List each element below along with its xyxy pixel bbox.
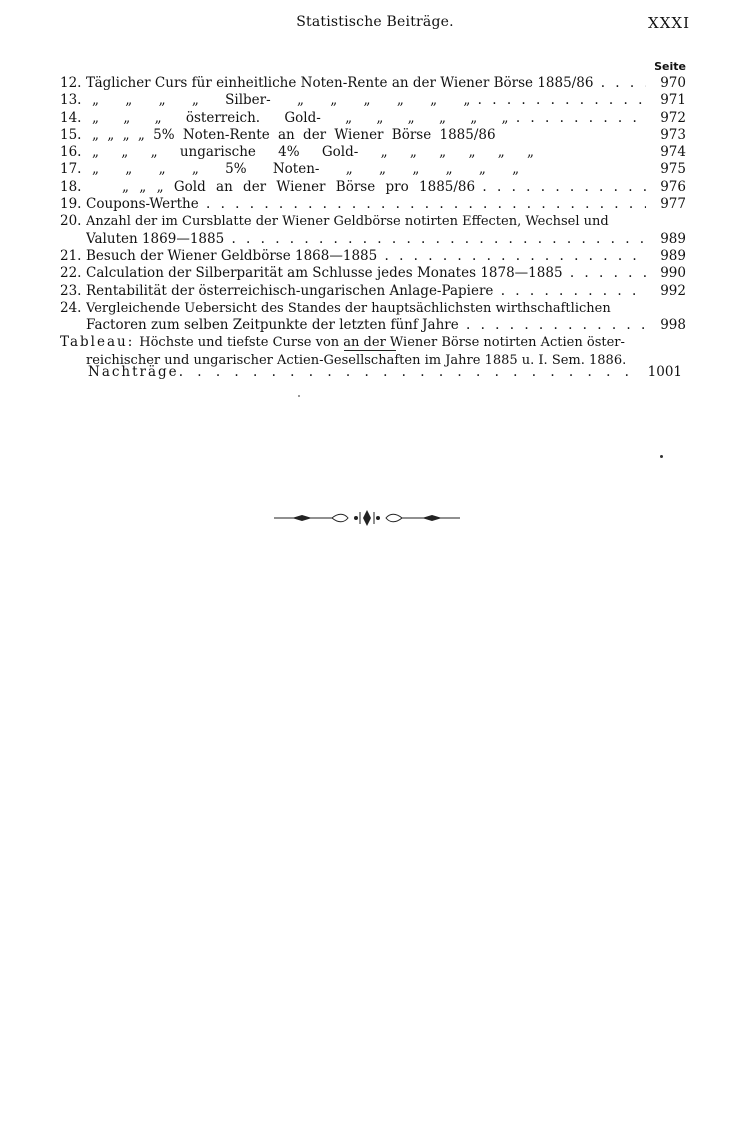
entry-title: „ „ „ „ 5% Noten-Rente an der Wiener Börse 1885/86 [92,126,496,143]
page-column-label: Seite [654,60,686,73]
entry-title: Anzahl der im Cursblatte der Wiener Geldbörse notirten Effecten, Wechsel und [86,214,609,230]
entry-number: 16. [60,144,82,161]
entry-title: Rentabilität der österreichisch-ungarischen Anlage-Papiere . . . [86,283,646,300]
tableau-text: Höchste und tiefste Curse von an der Wiener Börse notirten Actien öster- [139,335,625,351]
toc-entry [60,300,686,317]
entry-title: Vergleichende Uebersicht des Standes der hauptsächlichsten wirthschaftlichen [86,300,611,316]
print-speck [660,455,663,458]
toc-entry [60,127,686,144]
toc-entry [60,161,686,178]
entry-title: „ „ „ Gold an der Wiener Börse pro 1885/86 . . . [86,179,646,196]
entry-number: 22. [60,265,82,282]
entry-number: 20. [60,213,82,230]
toc-entry [60,248,686,265]
nachtraege-entry [88,364,682,380]
entry-page: 974 [660,144,686,161]
entry-page: 998 [660,317,686,334]
running-title: Statistische Beiträge. [296,14,454,30]
ornament-rule-icon [272,508,462,528]
entry-page: 977 [660,196,686,213]
entry-page: 990 [660,265,686,282]
entry-number: 15. [60,126,82,143]
entry-page: 976 [660,178,686,195]
toc-entry [60,110,686,127]
toc-entry [60,283,686,300]
nachtraege-page: 1001 [647,364,682,380]
entry-title: „ „ „ „ Silber- „ „ „ „ „ „ . . . [86,92,646,109]
toc-entry [60,196,686,213]
toc-entry [60,144,686,161]
entry-number: 19. [60,196,82,213]
entry-title: Besuch der Wiener Geldbörse 1868—1885 . . . [86,248,646,265]
entry-number: 21. [60,247,82,264]
print-speck [298,395,300,397]
page-number: XXXI [648,14,690,32]
toc-entry [60,75,686,92]
entry-title: „ „ „ österreich. Gold- „ „ „ „ „ „ . . . [86,110,646,127]
entry-title: „ „ „ ungarische 4% Gold- „ „ „ „ „ „ [92,144,535,161]
entry-number: 17. [60,161,82,178]
entry-number: 14. [60,109,82,126]
table-of-contents [60,75,686,369]
toc-entry [60,265,686,282]
entry-number: 24. [60,299,82,316]
entry-title: „ „ „ „ 5% Noten- „ „ „ „ „ „ [92,161,520,178]
entry-number: 12. [60,75,82,91]
entry-page: 973 [660,126,686,143]
entry-page: 989 [660,230,686,247]
entry-title-continuation: Factoren zum selben Zeitpunkte der letzten fünf Jahre . . . [86,317,646,334]
entry-number: 18. [60,178,82,195]
tableau-label: Tableau: [60,334,135,351]
tableau-text-continuation: reichischer und ungarischer Actien-Gesellschaften im Jahre 1885 u. I. Sem. 1886. [86,352,627,368]
entry-page: 992 [660,282,686,299]
entry-number: 23. [60,282,82,299]
entry-title-continuation: Valuten 1869—1885 . . . [86,231,646,248]
running-head [60,14,690,34]
toc-entry [60,213,686,230]
entry-page: 971 [660,92,686,109]
toc-entry-continuation [60,317,686,334]
entry-page: 989 [660,247,686,264]
entry-title: Täglicher Curs für einheitliche Noten-Rente an der Wiener Börse 1885/86 . . . [86,75,646,92]
section-divider [344,350,396,351]
dot-leader [179,364,644,380]
toc-entry-continuation [60,231,686,248]
nachtraege-label: Nachträge [88,364,179,380]
entry-title: Coupons-Werthe . . . [86,196,646,213]
entry-page: 972 [660,109,686,126]
entry-page: 975 [660,161,686,178]
entry-title: Calculation der Silberparität am Schlusse jedes Monates 1878—1885 . . . [86,265,646,282]
toc-entry [60,179,686,196]
toc-entry [60,92,686,109]
entry-number: 13. [60,92,82,109]
entry-page: 970 [660,75,686,91]
